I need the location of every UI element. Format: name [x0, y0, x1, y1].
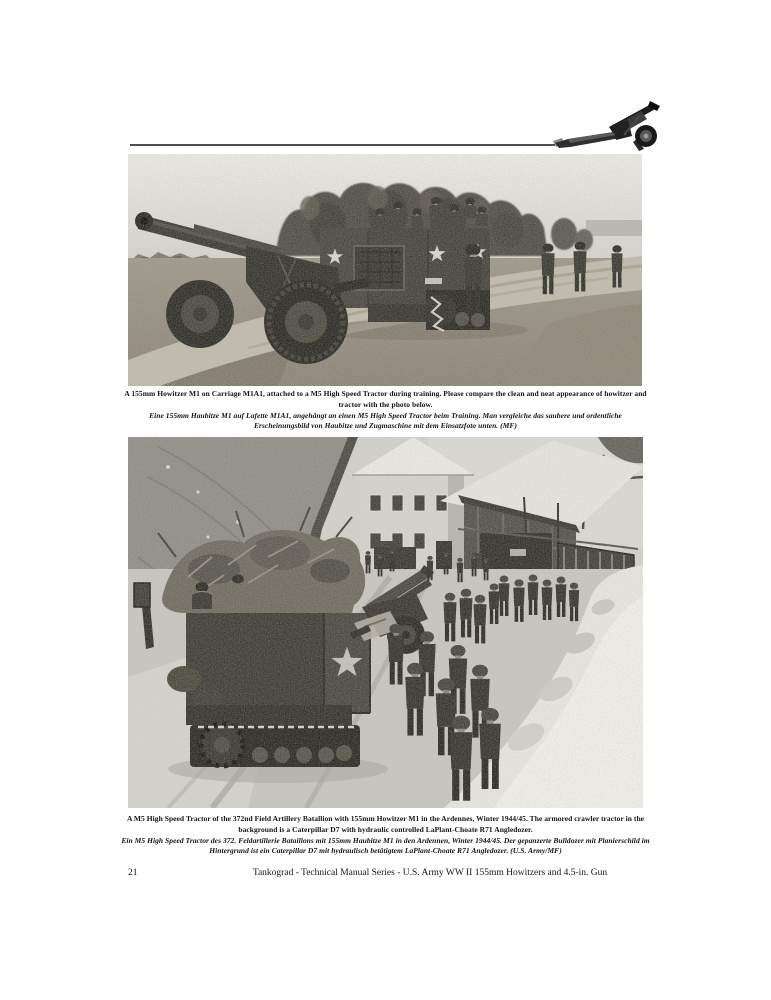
photo-ardennes-winter [128, 437, 643, 808]
howitzer-icon [552, 96, 668, 154]
howitzer-logo [552, 96, 668, 154]
photo2-caption-english: A M5 High Speed Tractor of the 372nd Field Artillery Batallion with 155mm Howitzer M1 in the Ardennes, Winter 1944/45. The armored crawler tractor in the background is a Caterpillar D7 with hydraulic controlled LaPlant-Choate R71 Angledozer. [126, 814, 645, 834]
photo2-caption [121, 814, 650, 857]
film-grain [128, 437, 643, 808]
footer-series-title: Tankograd - Technical Manual Series - U.S. Army WW II 155mm Howitzers and 4.5-in. Gun [252, 868, 608, 878]
photo2-caption-german: Ein M5 High Speed Tractor des 372. Feldartillerie Bataillons mit 155mm Haubitze M1 in den Ardennen, Winter 1944/45. Der gepanzerte Bulldozer mit Planierschild im Hintergrund ist ein Caterpillar D7 mit hydraulisch betätigtem LaPlant-Choate R71 Angledozer. (U.S. Army/MF) [121, 835, 650, 856]
page-number: 21 [128, 868, 138, 878]
photo1-caption-german: Eine 155mm Haubitze M1 auf Lafette M1A1, angehängt an einen M5 High Speed Tractor beim Training. Man vergleiche das saubere und ordentliche Erscheinungsbild von Haubitze und Zugmaschine mit dem Einsatzfoto unten. (MF) [149, 410, 622, 431]
photo1-caption [121, 389, 650, 432]
photo-training-art [128, 154, 642, 386]
header-rule [130, 144, 555, 146]
howitzer-icon-art [553, 101, 660, 151]
film-grain [128, 154, 642, 386]
photo-howitzer-training [128, 154, 642, 386]
photo-ardennes-art [128, 437, 643, 808]
photo1-caption-english: A 155mm Howitzer M1 on Carriage M1A1, attached to a M5 High Speed Tractor during training. Please compare the clean and neat appearance of howitzer and tractor with the photo below. [124, 389, 647, 409]
